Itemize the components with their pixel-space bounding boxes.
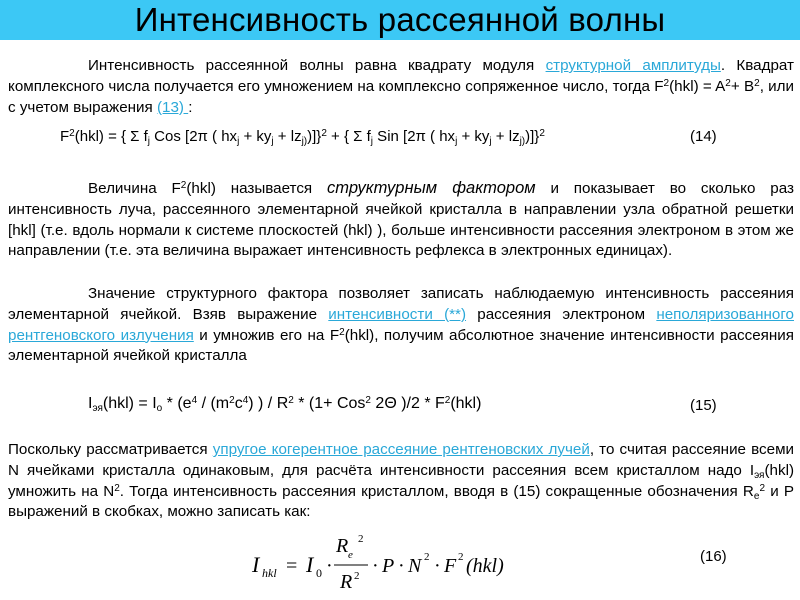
title-bar <box>0 0 800 40</box>
link-structure-amplitude[interactable]: структурной амплитуды <box>545 57 721 74</box>
link-elastic-coherent-scattering[interactable]: упругое когерентное рассеяние рентгеновских лучей <box>212 441 590 458</box>
eq16-equals: = <box>286 555 298 577</box>
link-intensity-expression[interactable]: интенсивности (**) <box>328 305 467 323</box>
link-expression-13[interactable]: (13) <box>156 98 189 116</box>
eq16-n-exponent: 2 <box>424 551 430 563</box>
equation-15-number: (15) <box>690 397 717 414</box>
eq16-N: N <box>408 555 422 577</box>
equation-16-number: (16) <box>700 548 727 565</box>
eq16-zero-subscript: 0 <box>316 566 322 580</box>
paragraph-structure-factor: Величина $F^2(hkl)$ называется структурным фактором и показывает во сколько раз интенсивность луча, рассеянного элементарной ячейкой кристалла в направлении узла обратной решетки [hkl] (т.е. вдоль нормали к системе плоскостей (hkl) ), больше интенсивности рассеяния электроном в этом же направлении (т.е. эта величина выражает интенсивность рефлекса в электронных единицах). <box>8 179 794 260</box>
eq16-f-exponent: 2 <box>458 551 464 563</box>
eq16-R: R <box>340 571 353 593</box>
eq16-dot-3: · <box>398 555 405 577</box>
eq16-Re: R <box>336 535 349 557</box>
term-structure-factor: структурным фактором <box>327 179 536 197</box>
eq16-dot-1: · <box>326 555 333 577</box>
eq16-I: I <box>252 552 260 577</box>
eq16-P: P <box>382 555 395 577</box>
equation-15: $I_{эя}(hkl) = I_o * (e^4 / (m^2c^4)$ ) / $R^2 * (1+ Cos^2$ 2Θ )$/2 * F^2(hkl)$ <box>88 395 482 414</box>
eq16-re-exponent: 2 <box>358 533 364 545</box>
equation-16 <box>248 532 538 594</box>
link-unpolarized-xray[interactable]: неполяризованного рентгеновского излучения <box>8 305 794 344</box>
eq16-hkl-subscript: hkl <box>262 566 277 580</box>
eq16-e-subscript: e <box>348 549 353 561</box>
eq16-dot-2: · <box>372 555 379 577</box>
eq16-F: F <box>444 555 457 577</box>
eq16-r-exponent: 2 <box>354 570 360 582</box>
eq16-I0: I <box>306 552 314 577</box>
paragraph-crystal-intensity: Поскольку рассматривается упругое когерентное рассеяние рентгеновских лучей, то считая рассеяние всеми N ячейками кристалла одинаковым, для расчёта интенсивности рассеяния всем кристаллом надо $I_{эя}(hkl)$ умножить на $N^2$. Тогда интенсивность рассеяния кристаллом, вводя в (15) сокращенные обозначения $R_e^2$ и P выражений в скобках, можно записать как: <box>8 441 794 521</box>
eq16-hkl: (hkl) <box>466 555 504 577</box>
paragraph-observed-intensity: Значение структурного фактора позволяет записать наблюдаемую интенсивность рассеяния элементарной ячейкой. Взяв выражение интенсивности (**) рассеяния электроном неполяризованного рентгеновского излучения и умножив его на $F^2(hkl)$, получим абсолютное значение интенсивности рассеяния элементарной ячейкой кристалла <box>8 285 794 365</box>
equation-14: $F^2(hkl)$ = { Σ $f_j$ Cos [2π ( $hx_j + ky_j + lz_{j)})]\}^2$ + { Σ $f_j$ Sin [2π ( $hx_j + ky_j + lz_{j)})]\}^2$ <box>60 128 545 147</box>
equation-14-number: (14) <box>690 128 717 145</box>
eq16-dot-4: · <box>434 555 441 577</box>
paragraph-intensity-intro: Интенсивность рассеянной волны равна квадрату модуля структурной амплитуды. Квадрат комплексного числа получается его умножением на комплексно сопряженное число, тогда $F^2(hkl) = A^2+ B^2$, или с учетом выражения (13) : <box>8 57 794 116</box>
page-title: Интенсивность рассеянной волны <box>134 1 666 38</box>
